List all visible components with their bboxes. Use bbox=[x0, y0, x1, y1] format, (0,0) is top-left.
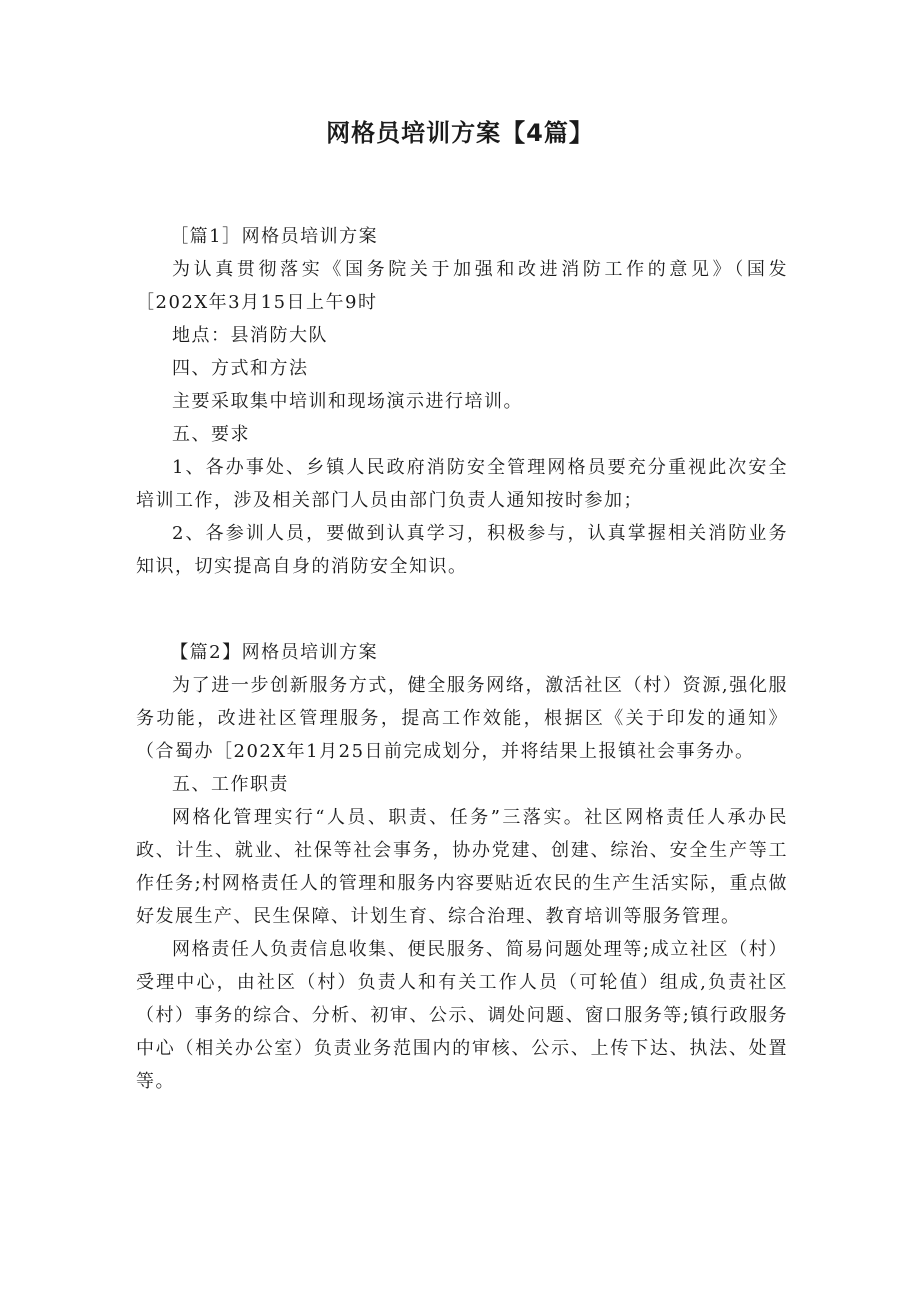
paragraph: 五、工作职责 bbox=[172, 774, 289, 795]
paragraph: 网格化管理实行“人员、职责、任务”三落实。社区网格责任人承办民政、计生、就业、社保等社会事务，协办党建、创建、综治、安全生产等工作任务;村网格责任人的管理和服务内容要贴近农民的生产生活实际，重点做好发展生产、民生保障、计划生育、综合治理、教育培训等服务管理。 bbox=[136, 807, 788, 927]
document-title: 网格员培训方案【4篇】 bbox=[326, 119, 594, 147]
paragraph: 为了进一步创新服务方式，健全服务网络，激活社区（村）资源,强化服务功能，改进社区管理服务，提高工作效能，根据区《关于印发的通知》（合蜀办［202X年1月25日前完成划分，并将结果上报镇社会事务办。 bbox=[136, 675, 788, 762]
paragraph: 为认真贯彻落实《国务院关于加强和改进消防工作的意见》（国发［202X年3月15日上午9时 bbox=[136, 259, 788, 313]
paragraph: 五、要求 bbox=[172, 424, 250, 445]
section-heading: ［篇1］网格员培训方案 bbox=[170, 226, 379, 247]
section-heading: 【篇2】网格员培训方案 bbox=[170, 642, 379, 663]
paragraph: 网格责任人负责信息收集、便民服务、简易问题处理等;成立社区（村）受理中心，由社区（村）负责人和有关工作人员（可轮值）组成,负责社区（村）事务的综合、分析、初审、公示、调处问题、窗口服务等;镇行政服务中心（相关办公室）负责业务范围内的审核、公示、上传下达、执法、处置等。 bbox=[136, 939, 788, 1092]
paragraph: 2、各参训人员，要做到认真学习，积极参与，认真掌握相关消防业务知识，切实提高自身的消防安全知识。 bbox=[136, 523, 788, 577]
paragraph: 主要采取集中培训和现场演示进行培训。 bbox=[172, 391, 523, 412]
paragraph: 1、各办事处、乡镇人民政府消防安全管理网格员要充分重视此次安全培训工作，涉及相关部门人员由部门负责人通知按时参加； bbox=[136, 457, 788, 511]
section-2 bbox=[136, 636, 788, 1098]
paragraph: 地点：县消防大队 bbox=[172, 325, 328, 346]
paragraph: 四、方式和方法 bbox=[172, 358, 309, 379]
section-1 bbox=[136, 220, 788, 583]
